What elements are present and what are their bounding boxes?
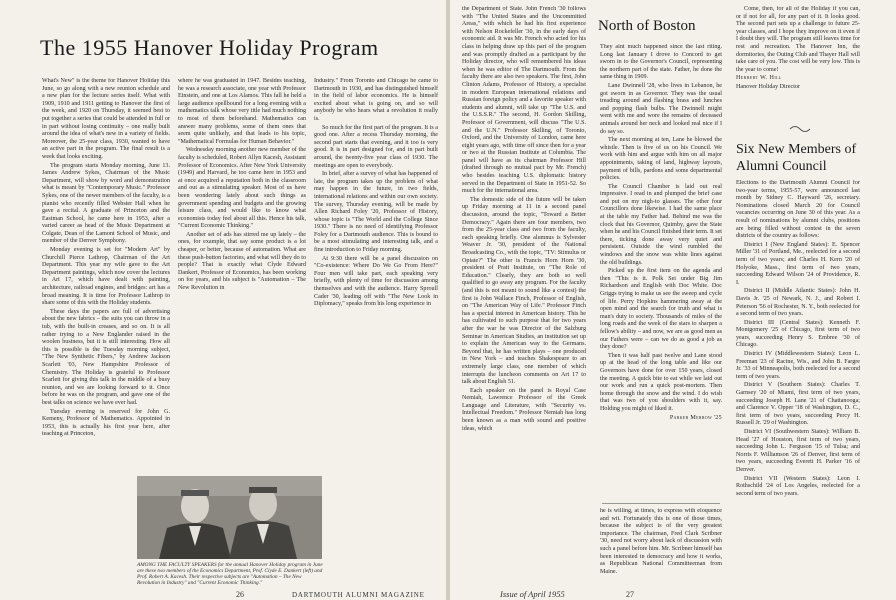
paragraph: District II (Middle Atlantic States): John H. Davis Jr. '25 of Newark, N. J., and Robert I. Peterson '56 of Rochester, N. Y., both reelected for a second term of two years.	[736, 288, 860, 318]
paragraph: These days the papers are full of advertising about the new fabrics – the suits you can throw in a tub, with the built-in creases, and so on. It is all rather trying to a New Englander raised in the woolen business, but it is still interesting. How all this is possible is the Tuesday morning subject, "The New Synthetic Fibers," by Andrew Jackson Scarlett '03, New Hampshire Professor of Chemistry. The Holiday is grateful to Professor Scarlett for giving this talk in the middle of a busy reunion, and we are looking forward to it. Once before he was on the program, and gave one of the best talks on science we have ever had.	[42, 308, 170, 406]
divider	[602, 503, 720, 504]
right-column-2-continued	[600, 508, 722, 586]
paragraph: Industry." From Toronto and Chicago he came to Dartmouth in 1930, and has distinguished himself in the field of labor economics. He is himself excited about what is going on, and so will anybody be who hears what a revolution it really is.	[314, 78, 438, 122]
paragraph: where he was graduated in 1947. Besides teaching, he was a research associate, one year with Professor Einstein, and one at Los Alamos. This fall he held a large audience spellbound for a long evening with a mathematics talk whose very title had much nothing to most of them beforehand. Mathematics can answer many problems, some of them ones that seem quite unlikely, and that leads to his topic, "Mathematical Formulas for Human Behavior."	[178, 78, 306, 145]
box-title: North of Boston	[598, 18, 696, 34]
right-column-3	[736, 6, 860, 91]
paragraph: District V (Southern States): Charles T. Garnsey '20 of Miami, first term of two years, succeeding Joseph H. Lane '21 of Chattanooga; and Clarence V. Opper '18 of Washington, D. C., first term of two years, succeeding Percy H. Russell Jr. '29 of Washington.	[736, 382, 860, 427]
page-number-right: 27	[626, 590, 634, 599]
paragraph: District IV (Middlewestern States): Leon L. Freeman '23 of Racine, Wis., and John B. Fargre Jr. '33 of Minneapolis, both reelected for a second term of two years.	[736, 351, 860, 380]
right-column-2	[600, 44, 722, 499]
paragraph: District I (New England States): E. Spencer Miller '31 of Portland, Me., reelected for a second term of two years; and Charles H. Kern '20 of Holyoke, Mass., first term of two years, succeeding Edward Wilson '24 of Providence, R. I.	[736, 241, 860, 286]
paragraph: he is willing, at times, to express with eloquence and wit. Fortunately this is one of those times, because the subject is of the very greatest importance. The chairman, Fred Clark Scribner '30, need not worry about lack of discussion with such a panel before him. Mr. Scribner himself has been interested in democracy and how it works, as Republican National Committeeman from Maine.	[600, 508, 722, 575]
paragraph: Tuesday evening is reserved for John G. Kemeny, Professor of Mathematics. Appointed in 1953, this is actually his first year here, after teaching at Princeton,	[42, 408, 170, 438]
left-column-3	[314, 78, 438, 473]
paragraph: What's New" is the theme for Hanover Holiday this June, so go along with a new reunion schedule and a new plan for the lecture series itself. What with 1909, 1910 and 1911 getting to Hanover the first of the week, and 1920 on Thursday, it seemed best to put together a series that could be attended in full or in part without losing continuity – one really built around the idea of what's new in a variety of fields. Moreover, the 25-year class, 1930, wanted to have an active part in the program. The final result is a week that looks exciting.	[42, 78, 170, 160]
signature-title: Hanover Holiday Director	[736, 83, 800, 90]
magazine-footer: DARTMOUTH ALUMNI MAGAZINE	[292, 591, 425, 599]
photo-caption: AMONG THE FACULTY SPEAKERS for the annual Hanover Holiday program in June are these two members of the Economics Department, Prof. Clyde E. Dankert (left) and Prof. Robert A. Kacesh. Their respective subjects are "Automation – The New Revolution in Industry" and "Current Economic Thinking."	[137, 562, 323, 587]
paragraph: District VII (Western States): Leon I. Rothschild '24 of Los Angeles, reelected for a second term of two years.	[736, 475, 860, 497]
faculty-photo	[137, 476, 322, 559]
paragraph: The next morning at ten, Lane he blowed the whistle. Then is five of us on his Council. We work with him and argue with him on all major appointments, taking of land, highway layouts, payment of bills, pardons and some departmental policies.	[600, 137, 722, 182]
paragraph: Wednesday morning another new member of the faculty is scheduled, Robert Allyn Kacesh, Assistant Professor of Economics. After New York University (1949) and Harvard, he too came here in 1953 and at once acquired a reputation both in the classroom and out as a stimulating speaker. Most of us have been wondering lately about such things as government spending and budgets and the growing leisure class, and would like to know what economists today feel about all this. Hence his talk, "Current Economic Thinking."	[178, 147, 306, 230]
paragraph: In brief, after a survey of what has happened of late, the program takes up the problem of what may happen in the future, in two fields, international relations and within our own society. The survey, Thursday evening, will be made by Allen Richard Foley '20, Professor of History, whose topic is "The World and the College Since 1930." There is no need of identifying Professor Foley for a Dartmouth audience. This is bound to be a most stimulating and interesting talk, and a fine introduction to Friday morning.	[314, 171, 438, 254]
right-column-1	[462, 6, 586, 586]
left-page	[0, 0, 446, 600]
ornament-icon	[788, 121, 812, 131]
paragraph: Come, then, for all of the Holiday if you can, or if not for all, for any part of it. It looks good. The second part sets up a challenge to future 25-year classes, and I hope they improve on it even if I doubt they will. The program still leaves time for rest and recreation. The Hanover Inn, the dormitories, the Outing Club and Thayer Hall will take care of you. The cost will be very low. This is the year to come!	[736, 6, 860, 73]
paragraph: The program starts Monday morning, June 13. James Andrew Sykes, Chairman of the Music Department, will show by word and demonstration what is meant by "Contemporary Music." Professor Sykes, one of the newer members of the faculty, is a pianist who recently filled Webster Hall when he gave a recital. A graduate of Princeton and the Eastman School, he came here in 1953, after a varied career as head of the Music Department at Colgate, Dean of the Lamont School of Music, and member of the Denver Symphony.	[42, 162, 170, 245]
paragraph: Elections to the Dartmouth Alumni Council for two-year terms, 1955-57, were announced last month by Sidney C. Hayward '26, secretary. Nominations closed March 20 for Council vacancies occurring on June 30 of this year. As a result of nominations by alumni clubs, positions are being filled without contest in the seven districts of the country as follows:	[736, 180, 860, 240]
paragraph: Picked up the first item on the agenda and then "This is it. Polk Sei under Big Jim Richardson and English with Doc White. Doc Griggs trying to make us see the sweep and cycle of life. Perry Hopkins hammering away at the open mind and the search for truth and what is man's duty to society. Thousands of miles of the long roads and the week of the stars to sharpen a fellow's ability – and now, we are as good men as our Fathers were – can we do as good a job as they done?	[600, 268, 722, 351]
paragraph: So much for the first part of the program. It is a good one. After a recess Thursday morning, the second part starts that evening, and it too is very good. It is in part designed for, and in part built around, the twenty-five year class of 1930. The meetings are open to everybody.	[314, 124, 438, 169]
paragraph: They aint much happened since the last riting. Long last January I drove to Concord to get sworn in to the Governor's Council, representing the northern part of the state. Father, he done the same thing in 1909.	[600, 44, 722, 81]
page-number-left: 26	[236, 590, 244, 599]
signature-name: Herbert W. Hill	[736, 75, 782, 82]
paragraph: Lane Dwinnell '28, who lives in Lebanon, he got sworn in as Governor. They was the usual treading around and flashing brass and lunches and popping flash bulbs. The Dwinnell might went with me and wore the remains of deceased animals around her neck and looked real nice if I do say so.	[600, 82, 722, 135]
paragraph: The Council Chamber is laid out real impressive. I read in and plumped the brief case and put on my nigh-to glasses. The other four Councillors done likewise. I had the same place at the table my Father had. Behind me was the clock that his Governor, Quimby, gave the State when he and his Council finished their term. It set there, ticking done away very quiet and persistent. Outside the wind rumbled the windows and the snow was white lines against the old buildings.	[600, 183, 722, 266]
paragraph: Monday evening is set for "Modern Art" by Churchill Pierce Lathrop, Chairman of the Art Department. This year my wife gave to the Art Department paintings, which now cover the lectures in Art 17, which have dealt with painting, architecture, railroad engines, and bridges: art has a broad meaning. It is time for Professor Lathrop to share some of this with the Holiday students.	[42, 247, 170, 307]
paragraph: Then it was half past twelve and Lane stood up at the head of the long table and like our Governors have done for over 150 years, closed the meeting. A quick bite to eat while we laid out our work and run a quick post-mortem. Then home through the snow and the wind. I do wish that was two of you shoulders with it, say. Holding you might of liked it.	[600, 352, 722, 412]
paragraph: District VI (Southwestern States): William B. Head '27 of Houston, first term of two years, succeeding John L. Ferguson '15 of Tulsa; and Norris F. Williamson '26 of Denver, first term of two years, succeeding Everett H. Parker '16 of Denver.	[736, 429, 860, 473]
council-title: Six New Members of Alumni Council	[736, 142, 857, 174]
paragraph: Another set of ads has stirred me up lately – the ones, for example, that say some product is a lot cheaper, or better, because of automation. What are these push-button factories, and what will they do to people? That is exactly what Clyde Edward Dankert, Professor of Economics, has been working on for years, and his subject is "Automation – The New Revolution in	[178, 231, 306, 292]
paragraph: District III (Central States): Kenneth F. Montgomery '25 of Chicago, first term of two years, succeeding Henry S. Embree '30 of Chicago.	[736, 319, 860, 349]
right-page	[450, 0, 896, 600]
paragraph: Each speaker on the panel is Royal Case Nemiah, Lawrence Professor of the Greek Language and Literature, with "Security vs. Intellectual Freedom." Professor Nemiah has long been known as a man with sound and positive ideas, which	[462, 387, 586, 432]
article-title: The 1955 Hanover Holiday Program	[40, 35, 379, 60]
box-signature: Parker Merrow '25	[669, 414, 722, 421]
issue-footer: Issue of April 1955	[500, 589, 565, 599]
paragraph: The domestic side of the future will be taken up Friday morning at 11 in a second panel discussion, around the topic, "Toward a Better Democracy." Again there are four members, two from the 25-year class and two from the faculty, each speaking briefly. One alumnus is Sylvester Weaver Jr. '30, president of the National Broadcasting Co., with the topic, "TV: Stimulus or Opiate?" The other is Francis Horn Horn '30, president of Pratt Institute, on "The Role of Education." Clearly, they are both so well qualified to go away any program. For the faculty (and this is not meant to sound like a contest) the first is John Wallace Finch, Professor of English, on "The American Way of Life." Professor Finch has a special interest in American history. This he has cultivated to such purpose that for two years after the war he was Director of the Salzburg Seminar in American Studies, an institution set up to explain the American way to the Germans. Beyond that, he has written plays – one produced in New York – and teaches Shakespeare to an extremely large class, one member of which interrupts the luncheon comments on Art 17 to talk about English 51.	[462, 196, 586, 386]
paragraph: the Department of State. John French '30 follows with "The United States and the Uncommitted Areas," with which he had his first experience with Nelson Rockefeller '30, in the early days of economic aid. It was Mr. French who acted for his class in helping draw up this part of the program and was promptly drafted as a participant by the Holiday director, who will remembered his ideas when he was editor of The Dartmouth. From the faculty there are also two speakers. The first, John Clinton Adams, Professor of History, a specialist in modern European international relations and Russian foreign policy and a favorite speaker with students and alumni, will take up "The U.S. and the U.S.S.R." The second, H. Gordon Skilling, Professor of Government, will discuss "The U.S. and the U.N." Professor Skilling, of Toronto, Oxford, and the University of London, came here eight years ago, with time off since then for a year or two at the Russian Institute at Columbia. The panel will have as its chairman Professor Hill (drafted through no mutual pact by Mr. French) who besides teaching U.S. diplomatic history served in the Department of State in 1951-52. So much for the international area.	[462, 6, 586, 195]
paragraph: At 9:30 there will be a panel discussion on "Co-existence: Where Do We Go From Here?" Four men will take part, each speaking very briefly, with plenty of time for discussion among themselves and with the audience. Harry Sproull Cader '30, leading off with "The New Look in Diplomacy," speaks from his long experience in	[314, 255, 438, 308]
council-column	[736, 180, 860, 586]
left-column-2	[178, 78, 306, 473]
